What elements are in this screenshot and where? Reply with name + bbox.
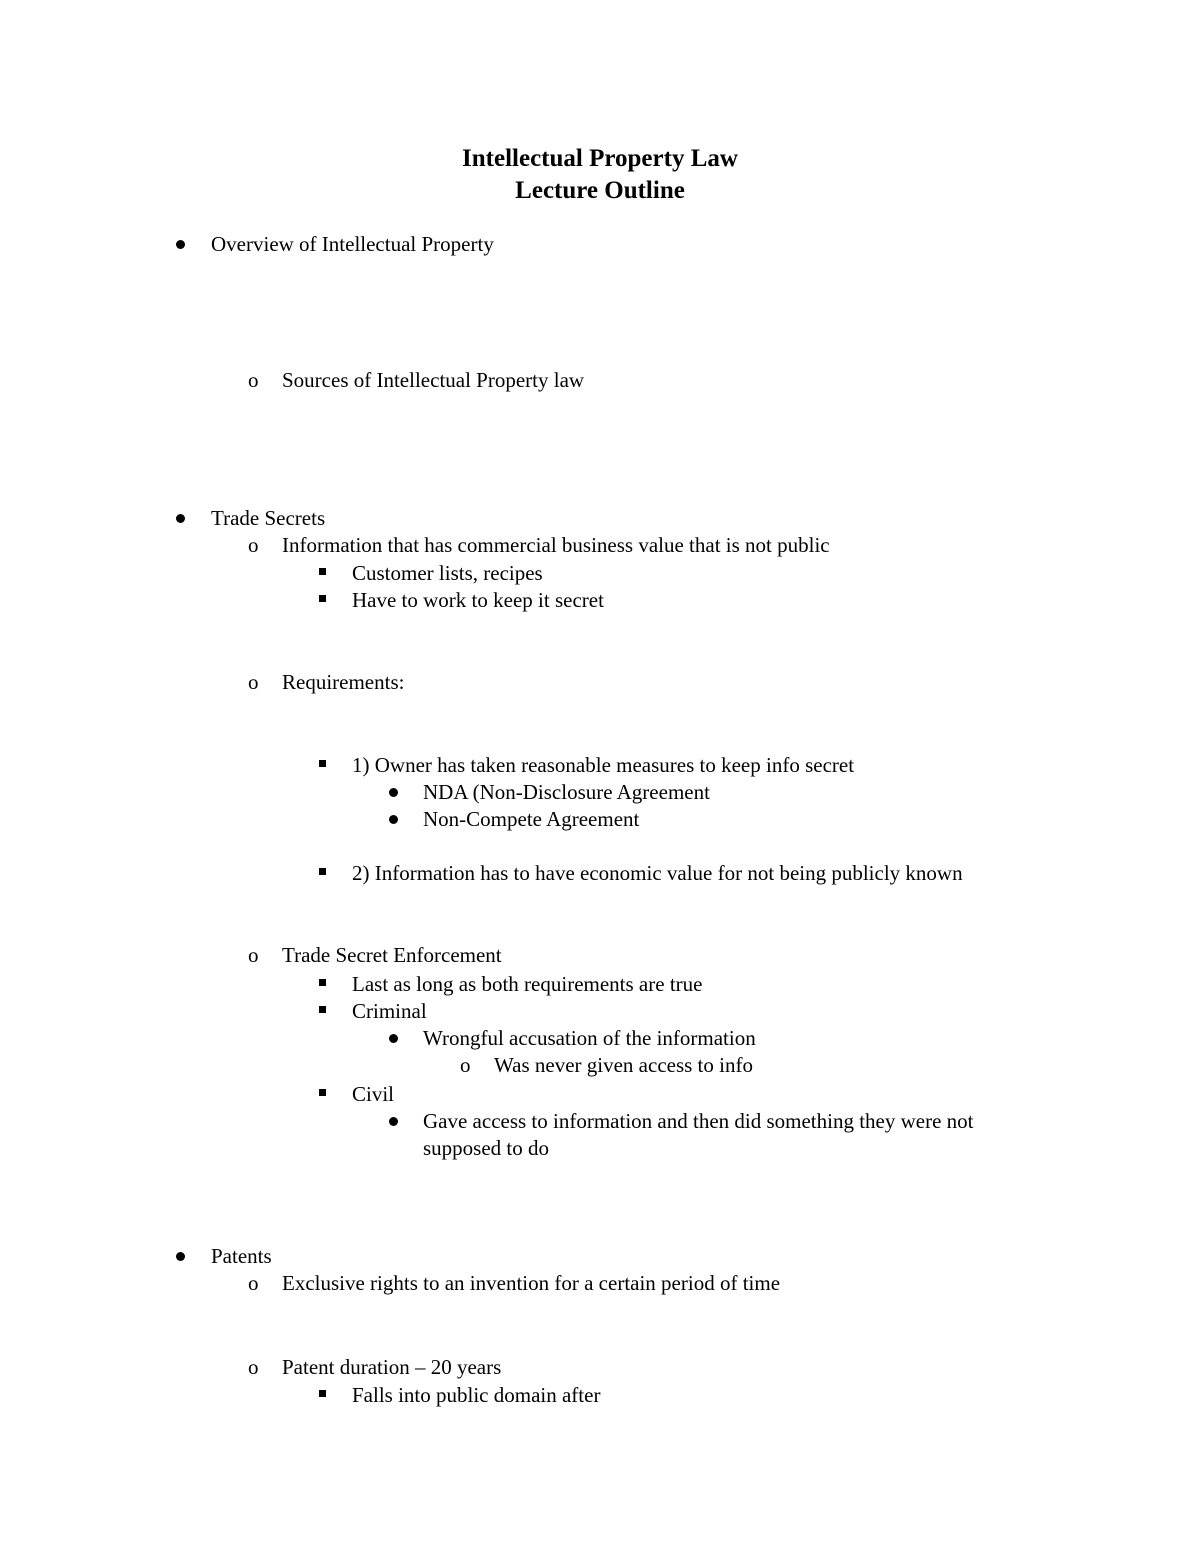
outline-item-req1: 1) Owner has taken reasonable measures to keep info secret: [352, 753, 855, 777]
outline-item-last: Last as long as both requirements are true: [352, 972, 703, 996]
bullet-square-icon: [319, 1006, 326, 1013]
bullet-square-icon: [319, 979, 326, 986]
bullet-dot-icon: [176, 240, 185, 249]
bullet-dot-icon: [389, 1034, 398, 1043]
outline-item-wrongful: Wrongful accusation of the information: [423, 1026, 756, 1050]
bullet-dot-icon: [176, 514, 185, 523]
outline-item-req2: 2) Information has to have economic value for not being publicly known: [352, 861, 963, 885]
outline-item-ts-info: Information that has commercial business value that is not public: [282, 533, 830, 557]
outline-item-requirements: Requirements:: [282, 670, 405, 694]
outline-item-gave-access-cont: supposed to do: [423, 1136, 549, 1160]
outline-item-gave-access: Gave access to information and then did something they were not: [423, 1109, 974, 1133]
bullet-square-icon: [319, 1390, 326, 1397]
outline-item-patents: Patents: [211, 1244, 272, 1268]
bullet-circle-icon: o: [248, 368, 259, 392]
bullet-dot-icon: [389, 1117, 398, 1126]
outline-item-keep-secret: Have to work to keep it secret: [352, 588, 604, 612]
bullet-circle-icon: o: [460, 1053, 471, 1077]
outline-item-noncompete: Non-Compete Agreement: [423, 807, 640, 831]
outline-item-trade-secrets: Trade Secrets: [211, 506, 326, 530]
bullet-circle-icon: o: [248, 533, 259, 557]
outline-item-sources: Sources of Intellectual Property law: [282, 368, 585, 392]
bullet-dot-icon: [389, 815, 398, 824]
outline-item-never-given: Was never given access to info: [494, 1053, 753, 1077]
outline-item-civil: Civil: [352, 1082, 395, 1106]
outline-item-public-domain: Falls into public domain after: [352, 1383, 601, 1407]
bullet-circle-icon: o: [248, 943, 259, 967]
outline-item-patent-duration: Patent duration – 20 years: [282, 1355, 502, 1379]
outline-item-exclusive-rights: Exclusive rights to an invention for a certain period of time: [282, 1271, 781, 1295]
document-subtitle: Lecture Outline: [515, 177, 685, 204]
bullet-circle-icon: o: [248, 670, 259, 694]
bullet-square-icon: [319, 760, 326, 767]
bullet-circle-icon: o: [248, 1355, 259, 1379]
bullet-dot-icon: [176, 1252, 185, 1261]
bullet-square-icon: [319, 868, 326, 875]
outline-item-customer-lists: Customer lists, recipes: [352, 561, 543, 585]
bullet-circle-icon: o: [248, 1271, 259, 1295]
outline-item-enforcement: Trade Secret Enforcement: [282, 943, 502, 967]
bullet-square-icon: [319, 595, 326, 602]
outline-item-criminal: Criminal: [352, 999, 427, 1023]
bullet-square-icon: [319, 1089, 326, 1096]
outline-item-nda: NDA (Non-Disclosure Agreement: [423, 780, 710, 804]
bullet-square-icon: [319, 568, 326, 575]
bullet-dot-icon: [389, 788, 398, 797]
document-title: Intellectual Property Law: [462, 145, 738, 172]
outline-item-overview: Overview of Intellectual Property: [211, 232, 494, 256]
